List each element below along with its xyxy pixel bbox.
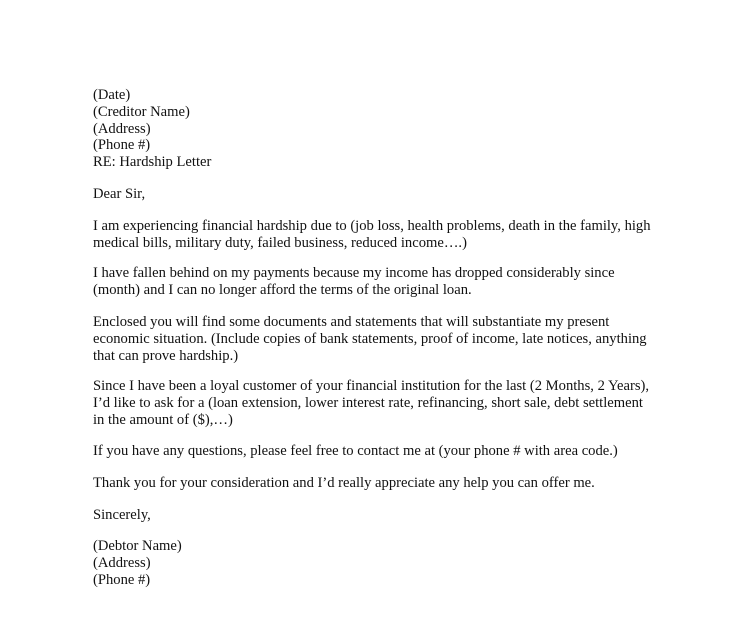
creditor-name-line: (Creditor Name)	[93, 103, 190, 120]
salutation	[93, 186, 693, 203]
paragraph-line: I am experiencing financial hardship due to (job loss, health problems, death in the family, high	[93, 218, 651, 234]
phone-line: (Phone #)	[93, 137, 151, 154]
debtor-name-line: (Debtor Name)	[93, 538, 182, 554]
date-line: (Date)	[93, 87, 131, 103]
letter-header	[93, 87, 693, 171]
paragraph-enclosed-documents	[93, 314, 693, 364]
paragraph-line: that can prove hardship.)	[93, 347, 239, 364]
paragraph-hardship-reason	[93, 218, 693, 252]
paragraph-line: medical bills, military duty, failed business, reduced income….)	[93, 234, 467, 251]
paragraph-line: I have fallen behind on my payments because my income has dropped considerably since	[93, 265, 615, 281]
paragraph-line: Thank you for your consideration and I’d really appreciate any help you can offer me.	[93, 475, 595, 491]
paragraph-payments-behind	[93, 265, 693, 299]
subject-line: RE: Hardship Letter	[93, 154, 212, 171]
paragraph-thanks	[93, 475, 693, 492]
paragraph-line: Since I have been a loyal customer of your financial institution for the last (2 Months, 2 Years),	[93, 378, 650, 394]
paragraph-line: economic situation. (Include copies of bank statements, proof of income, late notices, anything	[93, 330, 647, 347]
debtor-phone-line: (Phone #)	[93, 571, 151, 588]
paragraph-contact	[93, 443, 693, 460]
paragraph-line: I’d like to ask for a (loan extension, lower interest rate, refinancing, short sale, debt settlement	[93, 394, 643, 411]
address-line: (Address)	[93, 120, 151, 137]
signature-block	[93, 538, 693, 588]
paragraph-line: If you have any questions, please feel free to contact me at (your phone # with area code.)	[93, 443, 618, 459]
paragraph-line: in the amount of ($),…)	[93, 411, 233, 428]
paragraph-line: (month) and I can no longer afford the terms of the original loan.	[93, 281, 472, 298]
closing	[93, 507, 693, 524]
closing-text: Sincerely,	[93, 507, 151, 523]
paragraph-request	[93, 378, 693, 428]
paragraph-line: Enclosed you will find some documents and statements that will substantiate my present	[93, 314, 610, 330]
debtor-address-line: (Address)	[93, 554, 151, 571]
salutation-text: Dear Sir,	[93, 186, 146, 202]
